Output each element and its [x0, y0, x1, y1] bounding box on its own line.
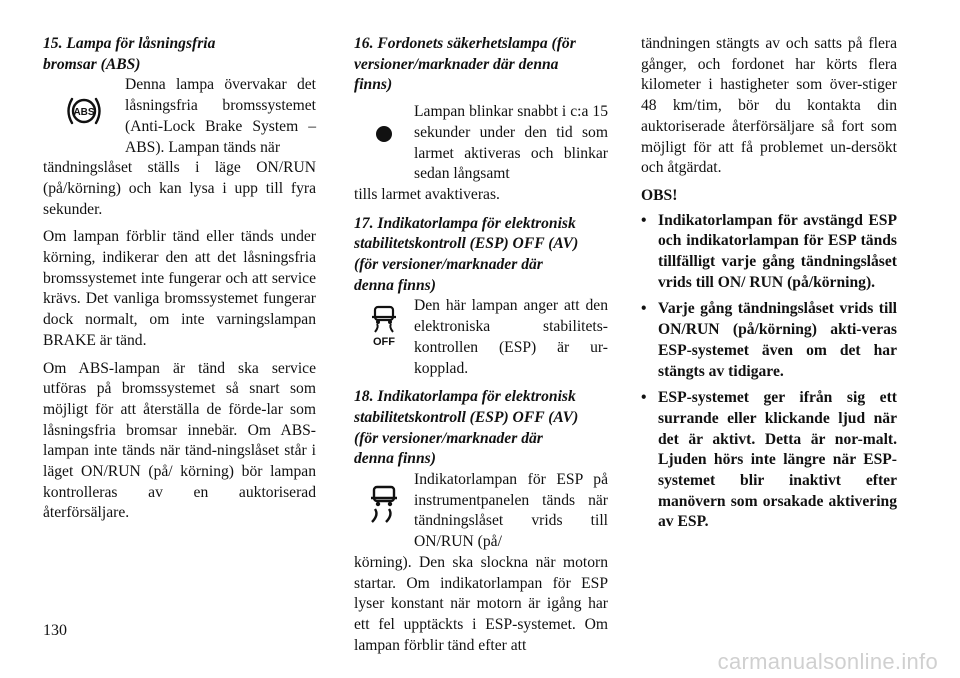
- heading-line: 18. Indikatorlampa för elektronisk: [354, 388, 576, 406]
- column-2: [354, 34, 608, 656]
- section-16-heading: [354, 34, 608, 96]
- section-18-heading: [354, 387, 608, 470]
- heading-line: (för versioner/marknader där: [354, 429, 543, 447]
- heading-line: 17. Indikatorlampa för elektronisk: [354, 214, 576, 232]
- esp-off-icon: [366, 304, 402, 348]
- heading-line: 16. Fordonets säkerhetslampa (för: [354, 35, 576, 52]
- abs-icon-label: ABS: [73, 107, 95, 119]
- page-number: 130: [43, 622, 67, 639]
- note-bullet-item: • Varje gång tändningslåset vrids till ON/RUN (på/körning) akti-veras ESP-systemet även om det har stängts av tidigare.: [641, 299, 897, 382]
- heading-line: finns): [354, 76, 393, 94]
- watermark: carmanualsonline.info: [717, 649, 938, 674]
- section-16-icon-text: Lampan blinkar snabbt i c:a 15 sekunder under den tid som larmet aktiveras och blinkar sedan långsamt: [414, 103, 608, 183]
- note-bullet-list: [641, 211, 897, 534]
- section-16-icon-row: [354, 102, 608, 185]
- heading-line: stabilitetskontroll (ESP) OFF (AV): [354, 235, 579, 253]
- heading-line: stabilitetskontroll (ESP) OFF (AV): [354, 408, 579, 426]
- section-16-text-continued: tills larmet avaktiveras.: [354, 185, 500, 203]
- security-light-icon: [374, 124, 394, 144]
- column-3: [641, 34, 897, 539]
- column-1: [43, 34, 316, 524]
- section-15-heading: [43, 34, 316, 75]
- esp-indicator-icon-box: [354, 470, 414, 528]
- section-18-icon-row: [354, 470, 608, 553]
- heading-line: denna finns): [354, 276, 436, 294]
- note-label: OBS!: [641, 186, 678, 204]
- heading-line: bromsar (ABS): [43, 55, 141, 73]
- section-18-icon-text: Indikatorlampan för ESP på instrumentpanelen tänds när tändningslåset vrids till ON/RUN (på/: [414, 471, 608, 551]
- section-17-heading: [354, 214, 608, 297]
- heading-line: denna finns): [354, 450, 436, 468]
- heading-line: (för versioner/marknader där: [354, 256, 543, 274]
- section-15-icon-text: Denna lampa övervakar det låsningsfria bromssystemet (Anti-Lock Brake System – ABS). Lampan tänds när: [125, 76, 316, 156]
- note-bullet-item: • ESP-systemet ger ifrån sig ett surrande eller klickande ljud när det är aktivt. Detta är nor-malt. Ljuden hörs inte längre när ESP-systemet blir inaktivt efter manövern som orsakade aktivering av ESP.: [641, 388, 897, 533]
- section-15-paragraph-3: Om ABS-lampan är tänd ska service utföras på bromssystemet så snart som möjligt för att återställa de förde-lar som låsningsfria bromsar innebär. Om ABS-lampan inte tänds när tänd-ningslåset står i läget ON/RUN (på/ körning) bör lampan kontrolleras av en auktoriserad återförsäljare.: [43, 359, 316, 522]
- security-light-icon-box: [354, 102, 414, 144]
- heading-line: versioner/marknader där denna: [354, 55, 559, 73]
- section-17-icon-row: [354, 296, 608, 379]
- section-15-paragraph-2: Om lampan förblir tänd eller tänds under körning, indikerar den att det låsningsfria bromssystemet inte fungerar och att service krävs. Det vanliga bromssystemet fungerar dock normalt, om inte varningslampan BRAKE är tänd.: [43, 228, 316, 349]
- abs-icon-box: [43, 75, 125, 127]
- esp-skid-icon: [366, 484, 402, 528]
- esp-off-icon-box: [354, 296, 414, 348]
- section-18-text-continued-col3: tändningen stängts av och satts på flera gånger, och fordonet har körts flera kilometer i hastigheter som över-stiger 48 km/tim, bör du kontakta din auktoriserade återförsäljare så fort som möjligt för att få problemet un-dersökt och åtgärdat.: [641, 35, 897, 177]
- abs-icon: [64, 95, 104, 127]
- section-17-icon-text: Den här lampan anger att den elektroniska stabilitets-kontrollen (ESP) är ur-kopplad.: [414, 297, 608, 377]
- section-15-icon-row: [43, 75, 316, 158]
- heading-line: 15. Lampa för låsningsfria: [43, 35, 216, 52]
- section-15-text-continued: tändningslåset ställs i läge ON/RUN (på/körning) och kan lysa i upp till fyra sekunder.: [43, 159, 316, 218]
- esp-off-icon-label: OFF: [373, 336, 395, 349]
- note-bullet-item: • Indikatorlampan för avstängd ESP och indikatorlampan för ESP tänds tillfälligt varje gång tändningslåset vrids till ON/ RUN (på/körning).: [641, 211, 897, 294]
- section-18-text-continued: körning). Den ska slockna när motorn startar. Om indikatorlampan för ESP lyser konstant när motorn är igång har ett fel upptäckts i ESP-systemet. Om lampan förblir tänd efter att: [354, 553, 608, 654]
